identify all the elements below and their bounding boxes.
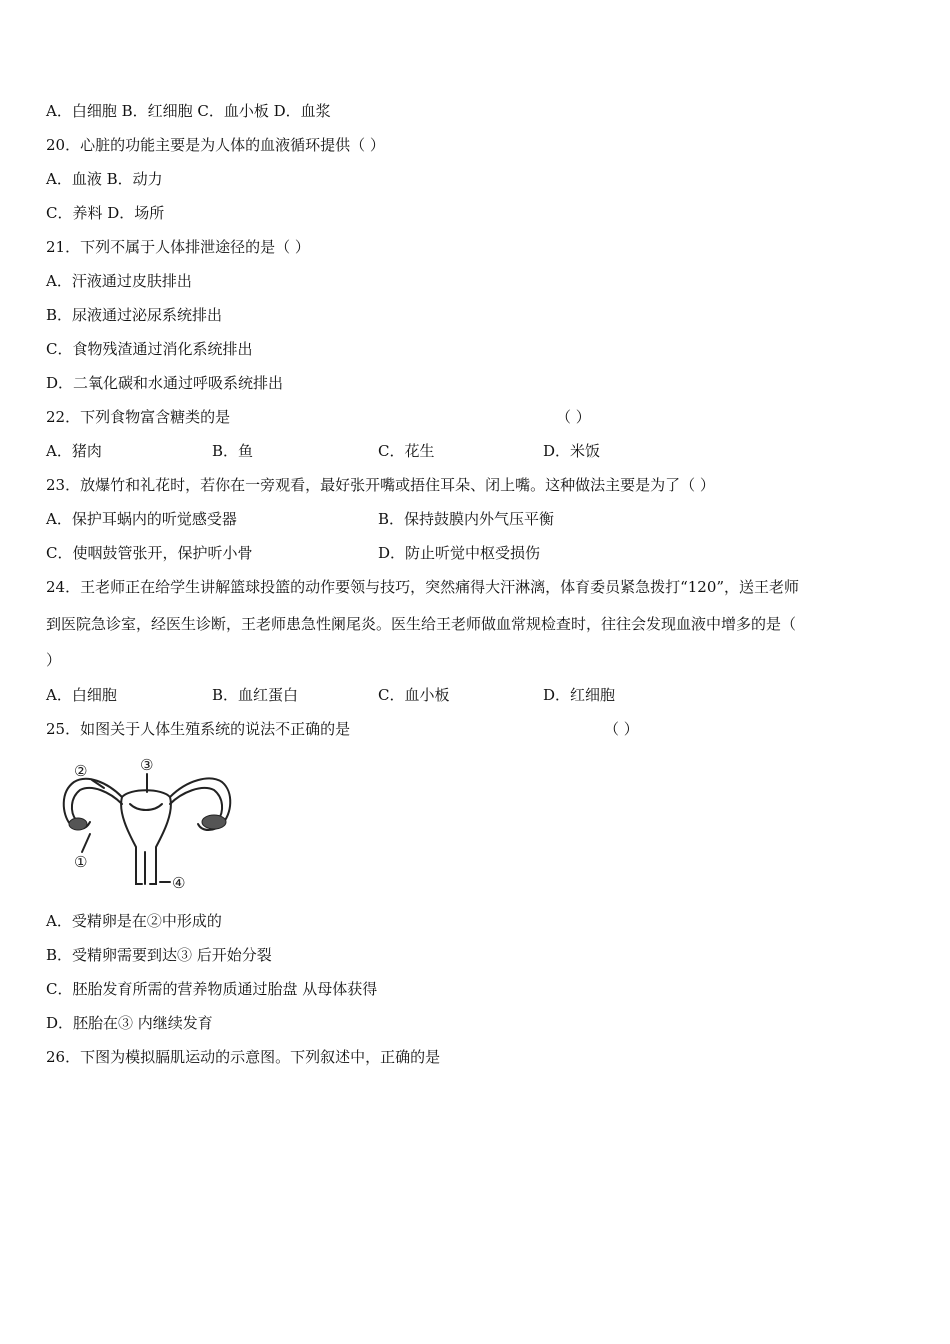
q23-option-d: D．防止听觉中枢受损伤 [378,544,541,562]
q20-stem: 20．心脏的功能主要是为人体的血液循环提供（ ） [46,136,385,154]
q23-stem: 23．放爆竹和礼花时，若你在一旁观看，最好张开嘴或捂住耳朵、闭上嘴。这种做法主要是为了（ ） [46,476,715,494]
q22-option-c: C．花生 [378,442,435,460]
q24-option-b: B．血红蛋白 [212,686,299,704]
q21-option-a: A．汗液通过皮肤排出 [46,272,192,290]
q23-option-a: A．保护耳蜗内的听觉感受器 [46,510,237,528]
q22-stem: 22．下列食物富含糖类的是 [46,408,231,426]
q25-option-a: A．受精卵是在②中形成的 [46,912,222,930]
q21-option-b: B．尿液通过泌尿系统排出 [46,306,223,324]
q22-option-d: D．米饭 [543,442,601,460]
q24-option-c: C．血小板 [378,686,450,704]
reproductive-system-diagram [52,752,242,894]
diagram-label-4: ④ [172,874,186,892]
q20-option-cd: C．养料 D．场所 [46,204,165,222]
q22-answer-blank: （ ） [556,408,591,426]
diagram-label-1: ① [74,853,88,871]
q24-stem-line1: 24．王老师正在给学生讲解篮球投篮的动作要领与技巧，突然痛得大汗淋漓，体育委员紧急拨打“120”，送王老师 [46,578,800,596]
q25-option-d: D．胚胎在③ 内继续发育 [46,1014,213,1032]
q25-stem: 25．如图关于人体生殖系统的说法不正确的是 [46,720,351,738]
q21-option-d: D．二氧化碳和水通过呼吸系统排出 [46,374,284,392]
q19-options: A．白细胞 B．红细胞 C．血小板 D．血浆 [46,102,331,120]
q22-option-b: B．鱼 [212,442,254,460]
q24-option-d: D．红细胞 [543,686,616,704]
q26-stem: 26．下图为模拟膈肌运动的示意图。下列叙述中，正确的是 [46,1048,441,1066]
diagram-label-3: ③ [140,756,154,774]
q25-answer-blank: （ ） [604,720,639,738]
q23-option-c: C．使咽鼓管张开，保护听小骨 [46,544,253,562]
q24-stem-line3: ） [46,651,62,669]
q24-stem-line2: 到医院急诊室，经医生诊断，王老师患急性阑尾炎。医生给王老师做血常规检查时，往往会发现血液中增多的是（ [46,615,797,633]
q23-option-b: B．保持鼓膜内外气压平衡 [378,510,555,528]
q25-option-c: C．胚胎发育所需的营养物质通过胎盘 从母体获得 [46,980,378,998]
q20-option-ab: A．血液 B．动力 [46,170,163,188]
diagram-label-2: ② [74,762,88,780]
q24-option-a: A．白细胞 [46,686,117,704]
q21-stem: 21．下列不属于人体排泄途径的是（ ） [46,238,310,256]
q25-option-b: B．受精卵需要到达③ 后开始分裂 [46,946,272,964]
q22-option-a: A．猪肉 [46,442,102,460]
q21-option-c: C．食物残渣通过消化系统排出 [46,340,253,358]
